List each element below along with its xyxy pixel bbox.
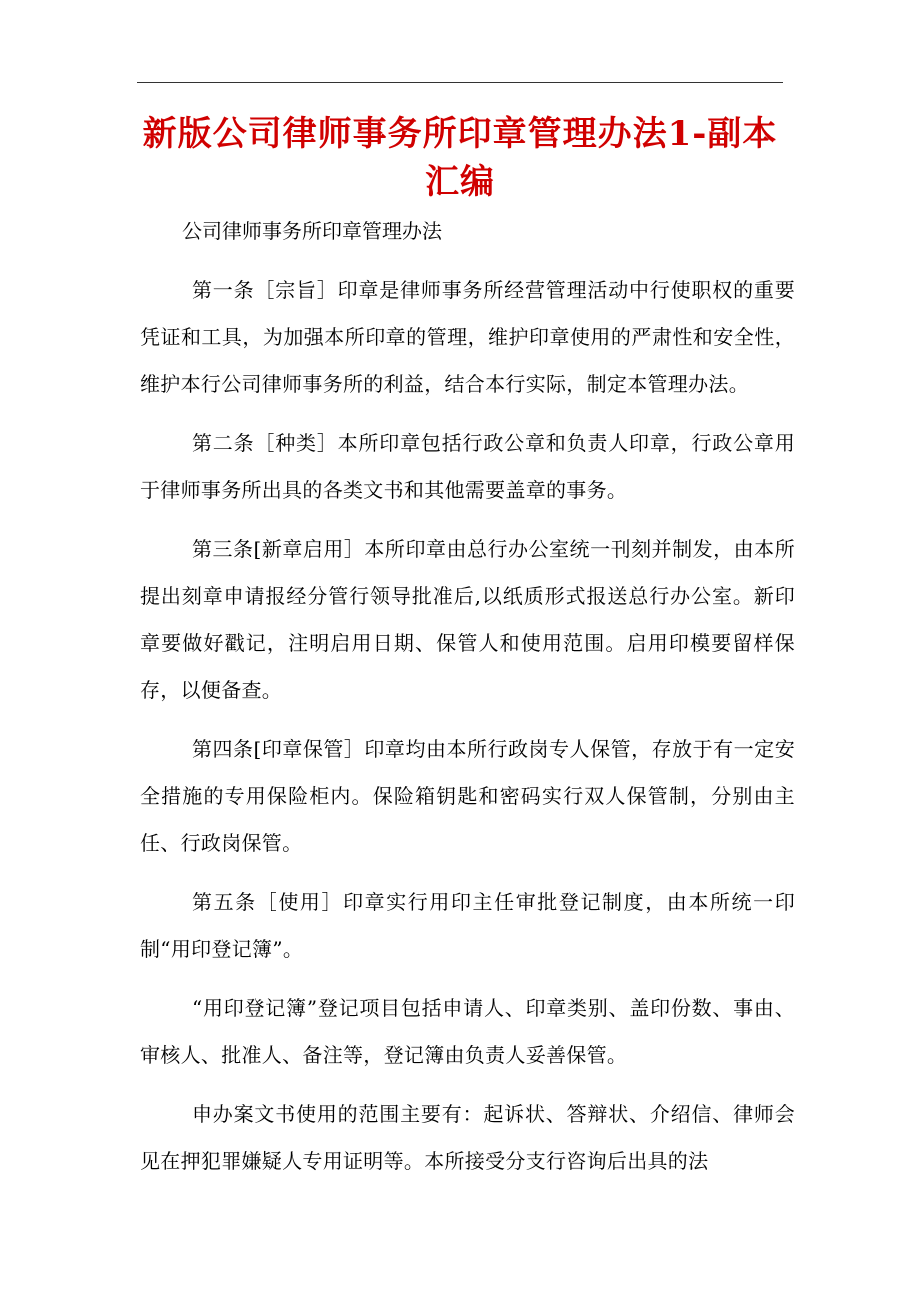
article-4-paragraph: 第四条[印章保管］印章均由本所行政岗专人保管，存放于有一定安全措施的专用保险柜内。保险箱钥匙和密码实行双人保管制，分别由主任、行政岗保管。 xyxy=(140,737,795,855)
document-subtitle: 公司律师事务所印章管理办法 xyxy=(182,219,442,243)
document-scope-paragraph: 申办案文书使用的范围主要有：起诉状、答辩状、介绍信、律师会见在押犯罪嫌疑人专用证明等。本所接受分支行咨询后出具的法 xyxy=(140,1102,795,1173)
register-items-paragraph: “用印登记簿”登记项目包括申请人、印章类别、盖印份数、事由、审核人、批准人、备注等，登记簿由负责人妥善保管。 xyxy=(140,996,795,1067)
article-2-paragraph: 第二条［种类］本所印章包括行政公章和负责人印章，行政公章用于律师事务所出具的各类文书和其他需要盖章的事务。 xyxy=(140,431,795,502)
header-rule xyxy=(137,82,783,83)
document-title: 新版公司律师事务所印章管理办法1-副本汇编 xyxy=(142,114,778,202)
article-3-paragraph: 第三条[新章启用］本所印章由总行办公室统一刊刻并制发，由本所提出刻章申请报经分管行领导批准后,以纸质形式报送总行办公室。新印章要做好戳记，注明启用日期、保管人和使用范围。启用印模要留样保存，以便备查。 xyxy=(140,537,795,702)
article-1-paragraph: 第一条［宗旨］印章是律师事务所经营管理活动中行使职权的重要凭证和工具，为加强本所印章的管理，维护印章使用的严肃性和安全性，维护本行公司律师事务所的利益，结合本行实际，制定本管理办法。 xyxy=(140,278,795,396)
document-body xyxy=(140,213,795,1197)
article-5-paragraph: 第五条［使用］印章实行用印主任审批登记制度，由本所统一印制“用印登记簿”。 xyxy=(140,890,795,961)
